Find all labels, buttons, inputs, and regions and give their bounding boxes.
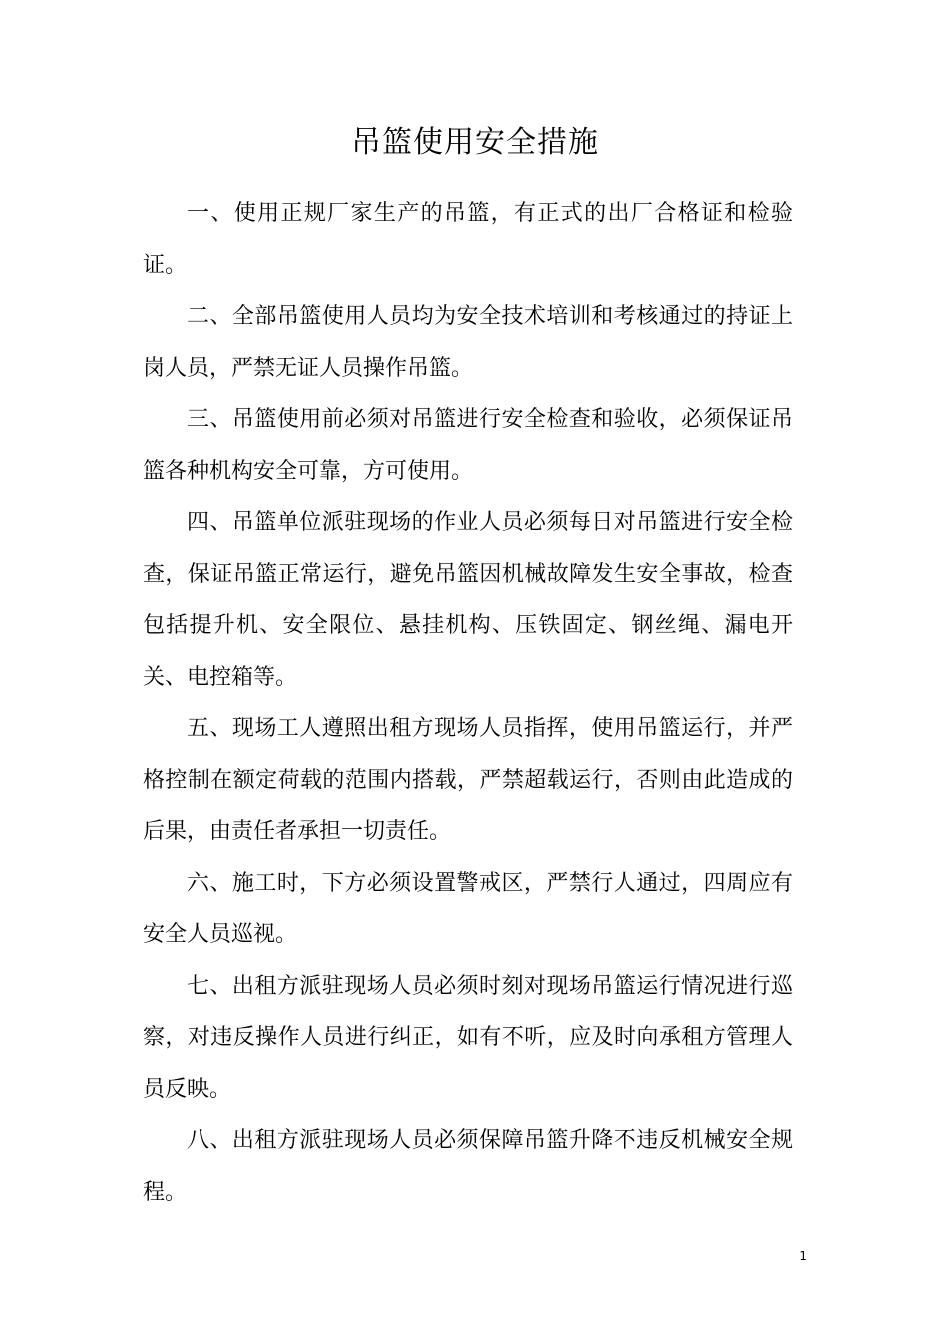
paragraph-3: 三、吊篮使用前必须对吊篮进行安全检查和验收，必须保证吊篮各种机构安全可靠，方可使用。: [143, 407, 793, 484]
document-title: 吊篮使用安全措施: [351, 125, 599, 160]
paragraph-7: 七、出租方派驻现场人员必须时刻对现场吊篮运行情况进行巡察，对违反操作人员进行纠正，如有不听，应及时向承租方管理人员反映。: [143, 973, 793, 1102]
paragraph-1: 一、使用正规厂家生产的吊篮，有正式的出厂合格证和检验证。: [143, 201, 793, 278]
document-body: [143, 188, 793, 1218]
paragraph-6: 六、施工时，下方必须设置警戒区，严禁行人通过，四周应有安全人员巡视。: [143, 870, 793, 947]
page-number: 1: [799, 1249, 807, 1263]
paragraph-2: 二、全部吊篮使用人员均为安全技术培训和考核通过的持证上岗人员，严禁无证人员操作吊篮。: [143, 304, 793, 381]
paragraph-8: 八、出租方派驻现场人员必须保障吊篮升降不违反机械安全规程。: [143, 1128, 793, 1205]
paragraph-5: 五、现场工人遵照出租方现场人员指挥，使用吊篮运行，并严格控制在额定荷载的范围内搭载，严禁超载运行，否则由此造成的后果，由责任者承担一切责任。: [143, 716, 793, 844]
paragraph-4: 四、吊篮单位派驻现场的作业人员必须每日对吊篮进行安全检查，保证吊篮正常运行，避免吊篮因机械故障发生安全事故，检查包括提升机、安全限位、悬挂机构、压铁固定、钢丝绳、漏电开关、电控箱等。: [143, 510, 793, 690]
